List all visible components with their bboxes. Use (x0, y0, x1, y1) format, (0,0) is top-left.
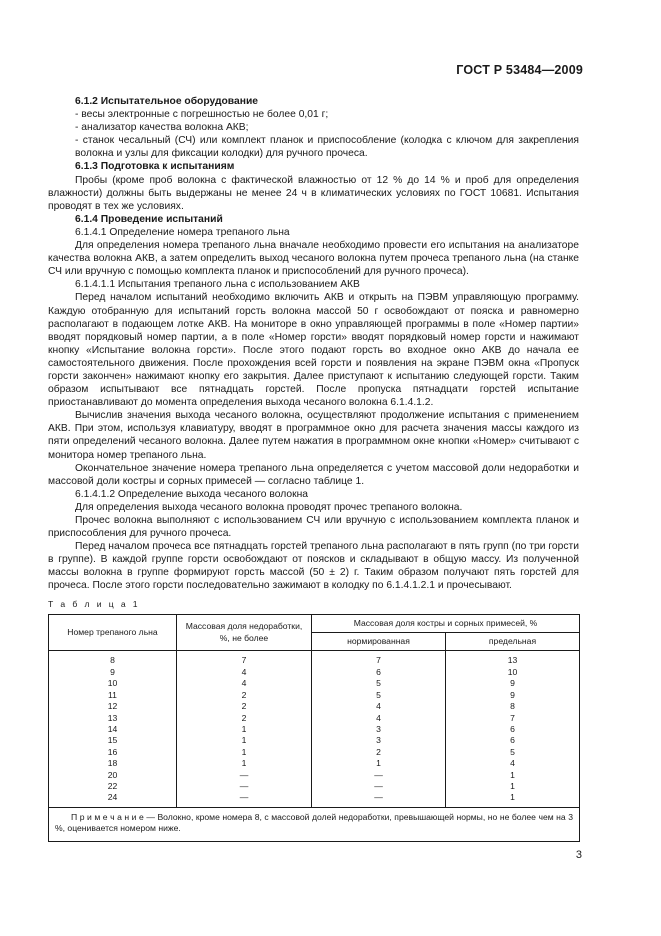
cell: 4 (177, 678, 312, 689)
table-row (49, 701, 580, 712)
cell: 20 (49, 770, 177, 781)
section-6-1-4-1-heading: 6.1.4.1 Определение номера трепаного льна (75, 226, 290, 238)
cell: 18 (49, 758, 177, 769)
cell: 22 (49, 781, 177, 792)
cell: 8 (49, 651, 177, 667)
header-limit: предельная (446, 633, 580, 651)
cell: 13 (49, 713, 177, 724)
page-number: 3 (575, 849, 582, 861)
table-row (49, 678, 580, 689)
cell: 4 (312, 713, 446, 724)
table-row (49, 667, 580, 678)
cell: 1 (177, 747, 312, 758)
table-row (49, 651, 580, 667)
cell: 1 (446, 781, 580, 792)
table-row (49, 690, 580, 701)
cell: 5 (312, 678, 446, 689)
cell: 2 (312, 747, 446, 758)
cell: — (177, 792, 312, 807)
cell: 4 (177, 667, 312, 678)
cell: 4 (312, 701, 446, 712)
section-6-1-4-1-2-heading: 6.1.4.1.2 Определение выхода чесаного волокна (75, 488, 309, 500)
paragraph: Перед началом испытаний необходимо включить АКВ и открыть на ПЭВМ управляющую программу. Каждую отобранную для испытаний горсть волокна массой 50 г освобождают от пояска и равномерно располагают в подающем лотке АКВ. На мониторе в окно управляющей программы в поле «Номер партии» вводят порядковый номер партии, а в поле «Номер горсти» вводят порядковый номер горсти и нажимают кнопку «Испытание волокна горсти». После этого подают горсть во входное окно АКВ до начала ее самостоятельного движения. После прохождения всей горсти и появления на экране ПЭВМ окна «Пропуск горсти закончен» нажимают кнопку его закрытия. Далее приступают к испытанию следующей горсти. Таким образом испытывают все пятнадцать горстей. После пропуска пятнадцати горстей испытание приостанавливают до момента определения выхода чесаного волокна 6.1.4.1.2. (48, 292, 579, 409)
section-6-1-4-1-1-heading: 6.1.4.1.1 Испытания трепаного льна с использованием АКВ (75, 279, 360, 291)
cell: — (312, 770, 446, 781)
equipment-item: - станок чесальный (СЧ) или комплект планок и приспособление (колодка с ключом для закрепления волокна и узлы для фиксации колодки) для ручного прочеса. (75, 135, 579, 160)
table-row (49, 770, 580, 781)
cell: 3 (312, 724, 446, 735)
cell: 9 (49, 667, 177, 678)
table-row (49, 792, 580, 807)
standard-header: ГОСТ Р 53484—2009 (456, 63, 583, 77)
cell: 12 (49, 701, 177, 712)
table-row (49, 781, 580, 792)
table-row (49, 758, 580, 769)
header-normalized: нормированная (312, 633, 446, 651)
table-row (49, 724, 580, 735)
cell: 6 (446, 724, 580, 735)
cell: 5 (446, 747, 580, 758)
table-caption: Т а б л и ц а 1 (48, 598, 140, 609)
header-underprocessing: Массовая доля недоработки, %, не более (177, 614, 312, 651)
flax-number-table (48, 614, 580, 842)
cell: 1 (446, 770, 580, 781)
note-label: П р и м е ч а н и е (71, 811, 144, 822)
equipment-item: - весы электронные с погрешностью не более 0,01 г; (75, 109, 329, 121)
cell: 1 (177, 758, 312, 769)
cell: 14 (49, 724, 177, 735)
cell: 2 (177, 713, 312, 724)
cell: 8 (446, 701, 580, 712)
header-shive-impurities: Массовая доля костры и сорных примесей, % (312, 614, 580, 632)
cell: 24 (49, 792, 177, 807)
note-text: — Волокно, кроме номера 8, с массовой долей недоработки, превышающей нормы, но не более чем на 3 %, оценивается номером ниже. (55, 811, 574, 834)
cell: 1 (177, 735, 312, 746)
paragraph: Для определения выхода чесаного волокна проводят прочес трепаного волокна. (75, 501, 463, 513)
cell: 16 (49, 747, 177, 758)
section-6-1-3-heading: 6.1.3 Подготовка к испытаниям (75, 161, 235, 173)
cell: 2 (177, 701, 312, 712)
cell: — (177, 770, 312, 781)
cell: — (312, 781, 446, 792)
cell: 6 (312, 667, 446, 678)
paragraph: Перед началом прочеса все пятнадцать горстей трепаного льна располагают в пять групп (по три горсти в группе). В каждой группе горсти освобождают от поясков и складывают в общую массу. Из полученной массы волокна в группе формируют горсть массой (50 ± 2) г. Таким образом получают пять горстей для прочеса. После этого горсти последовательно зажимают в колодку по 6.1.4.1.2.1 и прочесывают. (48, 541, 579, 592)
cell: 9 (446, 690, 580, 701)
table-body (49, 651, 580, 807)
section-6-1-4-heading: 6.1.4 Проведение испытаний (75, 213, 223, 225)
section-6-1-4-1-text: Для определения номера трепаного льна вначале необходимо провести его испытания на анализаторе качества волокна АКВ, а затем определить выход чесаного волокна путем прочеса трепаного льна (на станке СЧ или вручную с помощью комплекта планок и приспособлений для ручного прочеса). (48, 240, 579, 278)
cell: 1 (446, 792, 580, 807)
paragraph: Вычислив значения выхода чесаного волокна, осуществляют продолжение испытания с применением АКВ. При этом, используя клавиатуру, вводят в программное окно для расчета значения массы каждого из пяти определений чесаного волокна. Далее путем нажатия в программном окне кнопки «Номер» считывают с монитора номер трепаного льна. (48, 410, 579, 461)
section-6-1-2-heading: 6.1.2 Испытательное оборудование (75, 96, 258, 107)
cell: 3 (312, 735, 446, 746)
cell: 6 (446, 735, 580, 746)
document-body (48, 95, 579, 842)
cell: 5 (312, 690, 446, 701)
header-flax-number: Номер трепаного льна (49, 614, 177, 651)
cell: 7 (312, 651, 446, 667)
equipment-item: - анализатор качества волокна АКВ; (75, 122, 249, 134)
cell: 2 (177, 690, 312, 701)
cell: — (177, 781, 312, 792)
paragraph: Окончательное значение номера трепаного льна определяется с учетом массовой доли недоработки и массовой доли костры и сорных примесей — согласно таблице 1. (48, 462, 579, 487)
table-row (49, 747, 580, 758)
section-6-1-3-text: Пробы (кроме проб волокна с фактической влажностью от 12 % до 14 % и проб для определения влажности) должны быть выдержаны не менее 24 ч в климатических условиях по ГОСТ 10681. Испытания проводят в тех же условиях. (48, 174, 579, 212)
cell: 7 (177, 651, 312, 667)
cell: 9 (446, 678, 580, 689)
cell: 7 (446, 713, 580, 724)
table-row (49, 713, 580, 724)
cell: 10 (446, 667, 580, 678)
cell: 11 (49, 690, 177, 701)
table-row (49, 735, 580, 746)
table-note (49, 807, 580, 841)
cell: 15 (49, 735, 177, 746)
cell: — (312, 792, 446, 807)
paragraph: Прочес волокна выполняют с использованием СЧ или вручную с использованием комплекта планок и приспособления для ручного прочеса. (48, 515, 579, 540)
cell: 4 (446, 758, 580, 769)
cell: 13 (446, 651, 580, 667)
cell: 10 (49, 678, 177, 689)
cell: 1 (312, 758, 446, 769)
cell: 1 (177, 724, 312, 735)
